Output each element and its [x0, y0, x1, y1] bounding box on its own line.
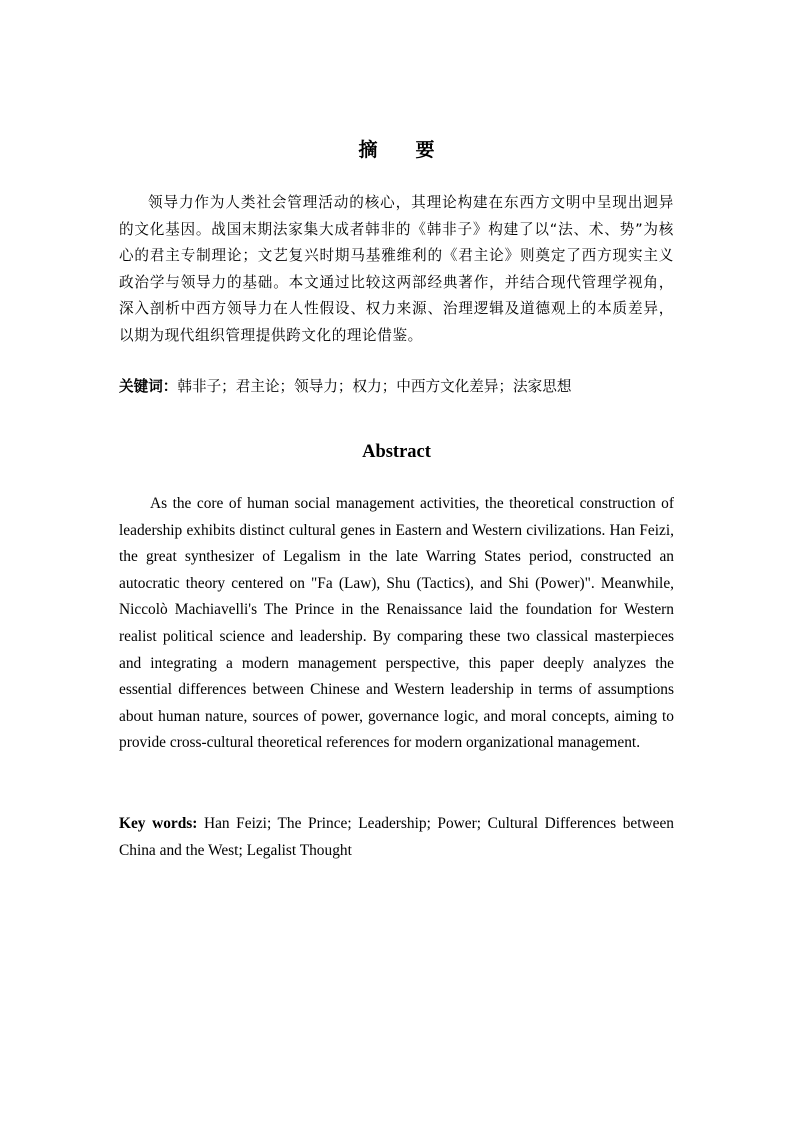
english-abstract-title: Abstract	[362, 442, 431, 462]
chinese-keywords-label: 关键词：	[119, 378, 178, 395]
english-keywords-label: Key words:	[119, 815, 198, 832]
english-abstract-body: As the core of human social management activities, the theoretical construction of leadership exhibits distinct cultural genes in Eastern and Western civilizations. Han Feizi, the great synthesizer of Legalism in the late Warring States period, constructed an autocratic theory centered on "Fa (Law), Shu (Tactics), and Shi (Power)". Meanwhile, Niccolò Machiavelli's The Prince in the Renaissance laid the foundation for Western realist political science and leadership. By comparing these two classical masterpieces and integrating a modern management perspective, this paper deeply analyzes the essential differences between Chinese and Western leadership in terms of assumptions about human nature, sources of power, governance logic, and moral concepts, aiming to provide cross-cultural theoretical references for modern organizational management.	[119, 495, 674, 752]
english-keywords	[119, 811, 674, 864]
chinese-keywords-list: 韩非子；君主论；领导力；权力；中西方文化差异；法家思想	[177, 378, 572, 395]
chinese-abstract-body: 领导力作为人类社会管理活动的核心，其理论构建在东西方文明中呈现出迥异的文化基因。战国末期法家集大成者韩非的《韩非子》构建了以“法、术、势”为核心的君主专制理论；文艺复兴时期马基雅维利的《君主论》则奠定了西方现实主义政治学与领导力的基础。本文通过比较这两部经典著作，并结合现代管理学视角，深入剖析中西方领导力在人性假设、权力来源、治理逻辑及道德观上的本质差异，以期为现代组织管理提供跨文化的理论借鉴。	[119, 194, 674, 344]
chinese-keywords	[119, 374, 674, 401]
english-keywords-list: Han Feizi; The Prince; Leadership; Power; Cultural Differences between China and the West; Legalist Thought	[119, 815, 674, 859]
chinese-abstract-title: 摘要	[358, 139, 473, 161]
